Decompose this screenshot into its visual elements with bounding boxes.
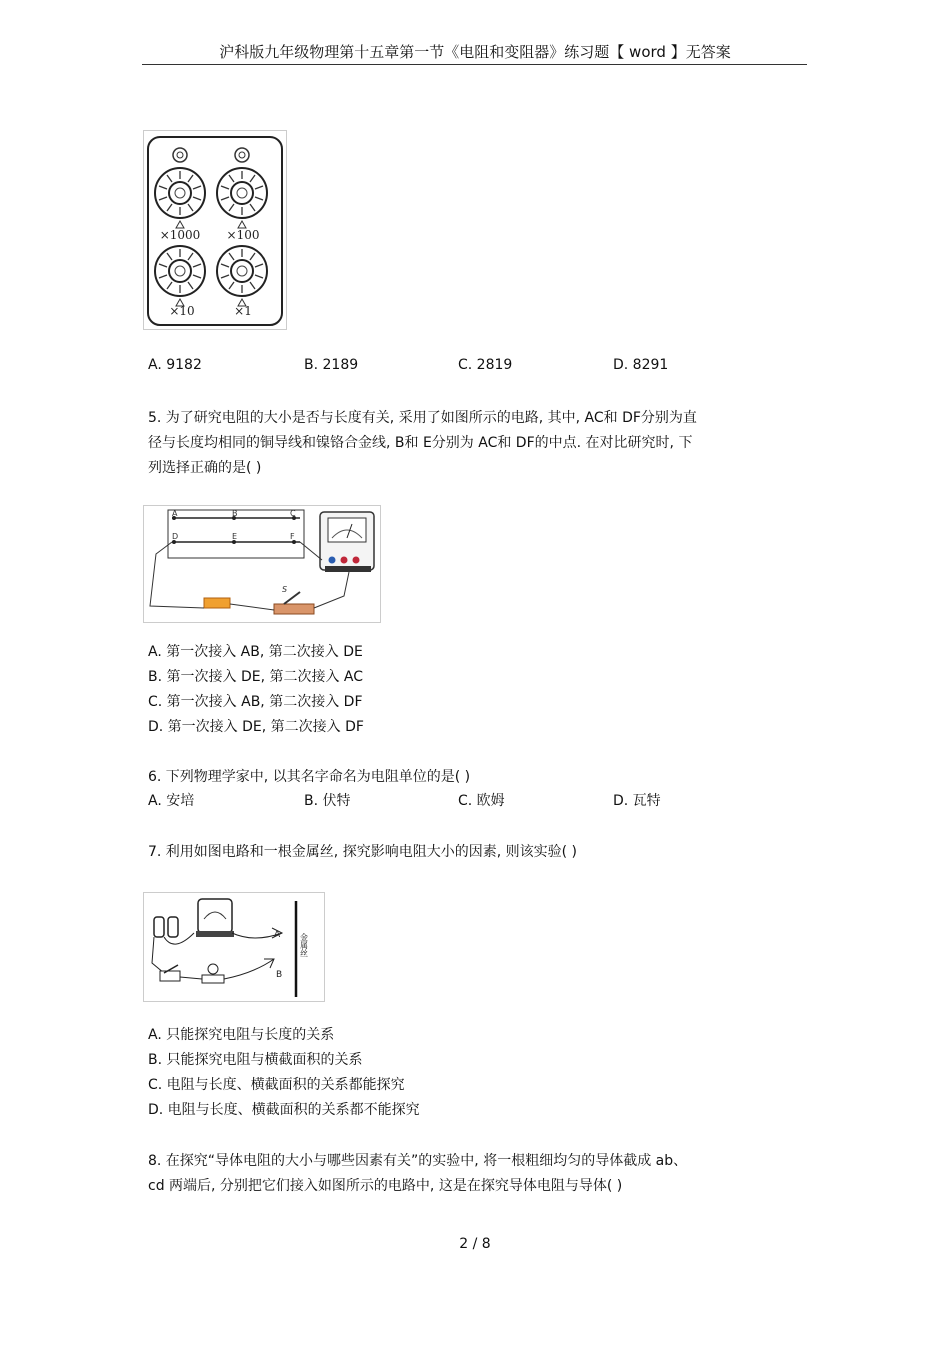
q7-stem: 7. 利用如图电路和一根金属丝, 探究影响电阻大小的因素, 则该实验( )	[148, 844, 577, 860]
q4-option-c: C. 2819	[458, 357, 513, 373]
label-a-terminal: A	[274, 930, 281, 940]
q5-option-b: B. 第一次接入 DE, 第二次接入 AC	[148, 669, 364, 685]
q4-option-d: D. 8291	[613, 357, 669, 373]
resistance-box-figure	[143, 130, 287, 330]
q5-stem-line-3: 列选择正确的是( )	[148, 460, 262, 476]
label-b: B	[232, 509, 238, 518]
q6-option-b: B. 伏特	[304, 793, 351, 809]
label-metal-wire: 金属丝	[299, 933, 309, 957]
q5-circuit-figure	[143, 505, 381, 623]
page-number: 2 / 8	[459, 1236, 491, 1252]
dial-label-100: ×100	[226, 228, 260, 242]
q7-option-c: C. 电阻与长度、横截面积的关系都能探究	[148, 1077, 405, 1093]
q5-option-a: A. 第一次接入 AB, 第二次接入 DE	[148, 644, 363, 660]
q7-option-d: D. 电阻与长度、横截面积的关系都不能探究	[148, 1102, 420, 1118]
label-f: F	[290, 532, 295, 541]
label-b-terminal: B	[276, 970, 283, 980]
q6-option-c: C. 欧姆	[458, 793, 505, 809]
dial-label-1000: ×1000	[159, 228, 201, 242]
label-a: A	[172, 509, 178, 518]
q5-stem-line-1: 5. 为了研究电阻的大小是否与长度有关, 采用了如图所示的电路, 其中, AC和 DF分别为直	[148, 410, 697, 426]
label-d: D	[172, 532, 179, 541]
dial-label-1: ×1	[234, 304, 252, 318]
q8-stem-line-1: 8. 在探究“导体电阻的大小与哪些因素有关”的实验中, 将一根粗细均匀的导体截成 ab、	[148, 1153, 688, 1169]
page-header-title: 沪科版九年级物理第十五章第一节《电阻和变阻器》练习题【 word 】无答案	[219, 43, 731, 61]
label-e: E	[232, 532, 238, 541]
q5-option-c: C. 第一次接入 AB, 第二次接入 DF	[148, 694, 363, 710]
q4-option-a: A. 9182	[148, 357, 202, 373]
label-s: S	[282, 585, 288, 594]
q8-stem-line-2: cd 两端后, 分别把它们接入如图所示的电路中, 这是在探究导体电阻与导体( )	[148, 1178, 623, 1194]
q6-option-d: D. 瓦特	[613, 793, 661, 809]
q7-option-a: A. 只能探究电阻与长度的关系	[148, 1027, 335, 1043]
label-c: C	[290, 509, 296, 518]
q5-option-d: D. 第一次接入 DE, 第二次接入 DF	[148, 719, 364, 735]
q6-option-a: A. 安培	[148, 793, 195, 809]
q7-circuit-figure	[143, 892, 325, 1002]
q4-option-b: B. 2189	[304, 357, 359, 373]
dial-label-10: ×10	[169, 304, 195, 318]
q6-stem: 6. 下列物理学家中, 以其名字命名为电阻单位的是( )	[148, 769, 471, 785]
q5-stem-line-2: 径与长度均相同的铜导线和镍铬合金线, B和 E分别为 AC和 DF的中点. 在对比研究时, 下	[148, 435, 693, 451]
header-rule	[142, 64, 807, 65]
q7-option-b: B. 只能探究电阻与横截面积的关系	[148, 1052, 363, 1068]
